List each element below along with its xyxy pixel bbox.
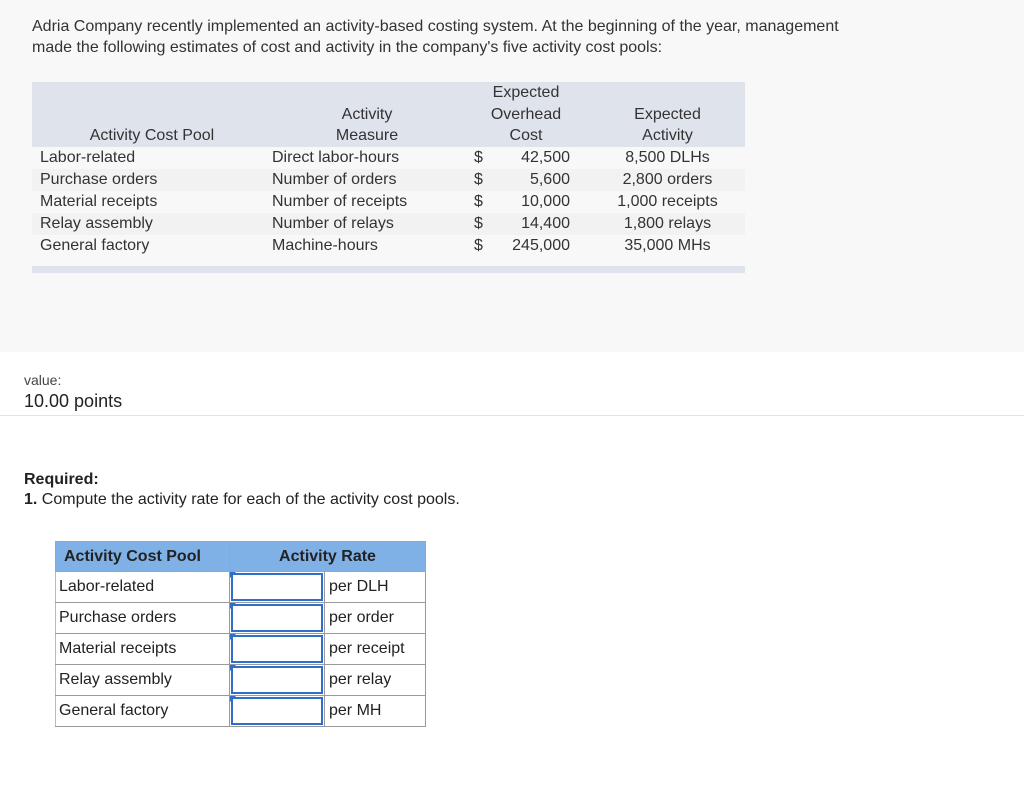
problem-intro: Adria Company recently implemented an activity-based costing system. At the beginning of the year, management made the following estimates of cost and activity in the company's five activity cost pools: bbox=[32, 18, 839, 56]
header-expected-activity: Expected Activity bbox=[634, 105, 701, 144]
answer-row bbox=[56, 634, 426, 665]
cell-measure: Number of orders bbox=[272, 170, 397, 188]
answer-pool-label: Labor-related bbox=[56, 572, 230, 603]
answer-input-cell bbox=[230, 572, 325, 603]
cell-measure: Number of relays bbox=[272, 214, 394, 232]
answer-unit: per receipt bbox=[325, 634, 426, 665]
answer-row bbox=[56, 572, 426, 603]
rate-input-purchase-orders[interactable] bbox=[231, 604, 323, 632]
table-row bbox=[32, 147, 745, 169]
value-label: value: bbox=[24, 372, 62, 388]
answer-input-cell bbox=[230, 665, 325, 696]
answer-row bbox=[56, 665, 426, 696]
cell-pool: Relay assembly bbox=[40, 214, 153, 232]
answer-unit: per MH bbox=[325, 696, 426, 727]
answer-table bbox=[55, 541, 426, 727]
answer-pool-label: Relay assembly bbox=[56, 665, 230, 696]
cell-measure: Number of receipts bbox=[272, 192, 408, 210]
input-flag-icon bbox=[230, 634, 236, 640]
answer-header-rate: Activity Rate bbox=[230, 542, 426, 572]
cell-cost: $ 42,500 bbox=[474, 148, 570, 166]
table-row bbox=[32, 191, 745, 213]
cell-measure: Machine-hours bbox=[272, 236, 378, 254]
cell-cost: $ 5,600 bbox=[474, 170, 570, 188]
rate-input-general-factory[interactable] bbox=[231, 697, 323, 725]
input-flag-icon bbox=[230, 572, 236, 578]
estimates-header-row bbox=[32, 82, 745, 147]
table-bottom-bar bbox=[32, 266, 745, 273]
problem-panel bbox=[0, 0, 1024, 352]
table-row bbox=[32, 213, 745, 235]
rate-input-relay-assembly[interactable] bbox=[231, 666, 323, 694]
cell-cost: $ 245,000 bbox=[474, 236, 570, 254]
rate-input-material-receipts[interactable] bbox=[231, 635, 323, 663]
input-flag-icon bbox=[230, 696, 236, 702]
cell-pool: General factory bbox=[40, 236, 150, 254]
table-row bbox=[32, 235, 745, 257]
answer-unit: per relay bbox=[325, 665, 426, 696]
cell-pool: Material receipts bbox=[40, 192, 158, 210]
answer-input-cell bbox=[230, 696, 325, 727]
cell-cost: $ 14,400 bbox=[474, 214, 570, 232]
required-heading: Required: bbox=[24, 471, 99, 488]
required-item-number: 1. bbox=[24, 491, 38, 508]
value-points: 10.00 points bbox=[24, 391, 123, 411]
rate-input-labor-related[interactable] bbox=[231, 573, 323, 601]
header-activity-cost-pool: Activity Cost Pool bbox=[89, 127, 215, 144]
answer-row bbox=[56, 603, 426, 634]
cell-activity: 35,000 MHs bbox=[624, 236, 711, 254]
cell-pool: Purchase orders bbox=[40, 170, 158, 188]
answer-row bbox=[56, 696, 426, 727]
cell-cost: $ 10,000 bbox=[474, 192, 570, 210]
cell-measure: Direct labor-hours bbox=[272, 148, 400, 166]
answer-pool-label: Material receipts bbox=[56, 634, 230, 665]
header-activity-measure: Activity Measure bbox=[335, 105, 399, 144]
answer-header-row bbox=[56, 542, 426, 572]
input-flag-icon bbox=[230, 603, 236, 609]
cell-activity: 1,800 relays bbox=[623, 214, 712, 232]
answer-input-cell bbox=[230, 603, 325, 634]
required-item bbox=[24, 491, 460, 509]
header-expected-overhead-cost: Expected Overhead Cost bbox=[490, 84, 562, 144]
cell-pool: Labor-related bbox=[40, 148, 136, 166]
answer-header-pool: Activity Cost Pool bbox=[56, 542, 230, 572]
cell-activity: 2,800 orders bbox=[622, 170, 713, 188]
divider bbox=[0, 415, 1024, 416]
estimates-table bbox=[32, 82, 745, 257]
cell-activity: 1,000 receipts bbox=[617, 192, 718, 210]
answer-unit: per DLH bbox=[325, 572, 426, 603]
answer-input-cell bbox=[230, 634, 325, 665]
input-flag-icon bbox=[230, 665, 236, 671]
required-item-text: Compute the activity rate for each of the activity cost pools. bbox=[41, 491, 460, 508]
table-row bbox=[32, 169, 745, 191]
answer-pool-label: Purchase orders bbox=[56, 603, 230, 634]
answer-pool-label: General factory bbox=[56, 696, 230, 727]
cell-activity: 8,500 DLHs bbox=[625, 148, 710, 166]
answer-unit: per order bbox=[325, 603, 426, 634]
